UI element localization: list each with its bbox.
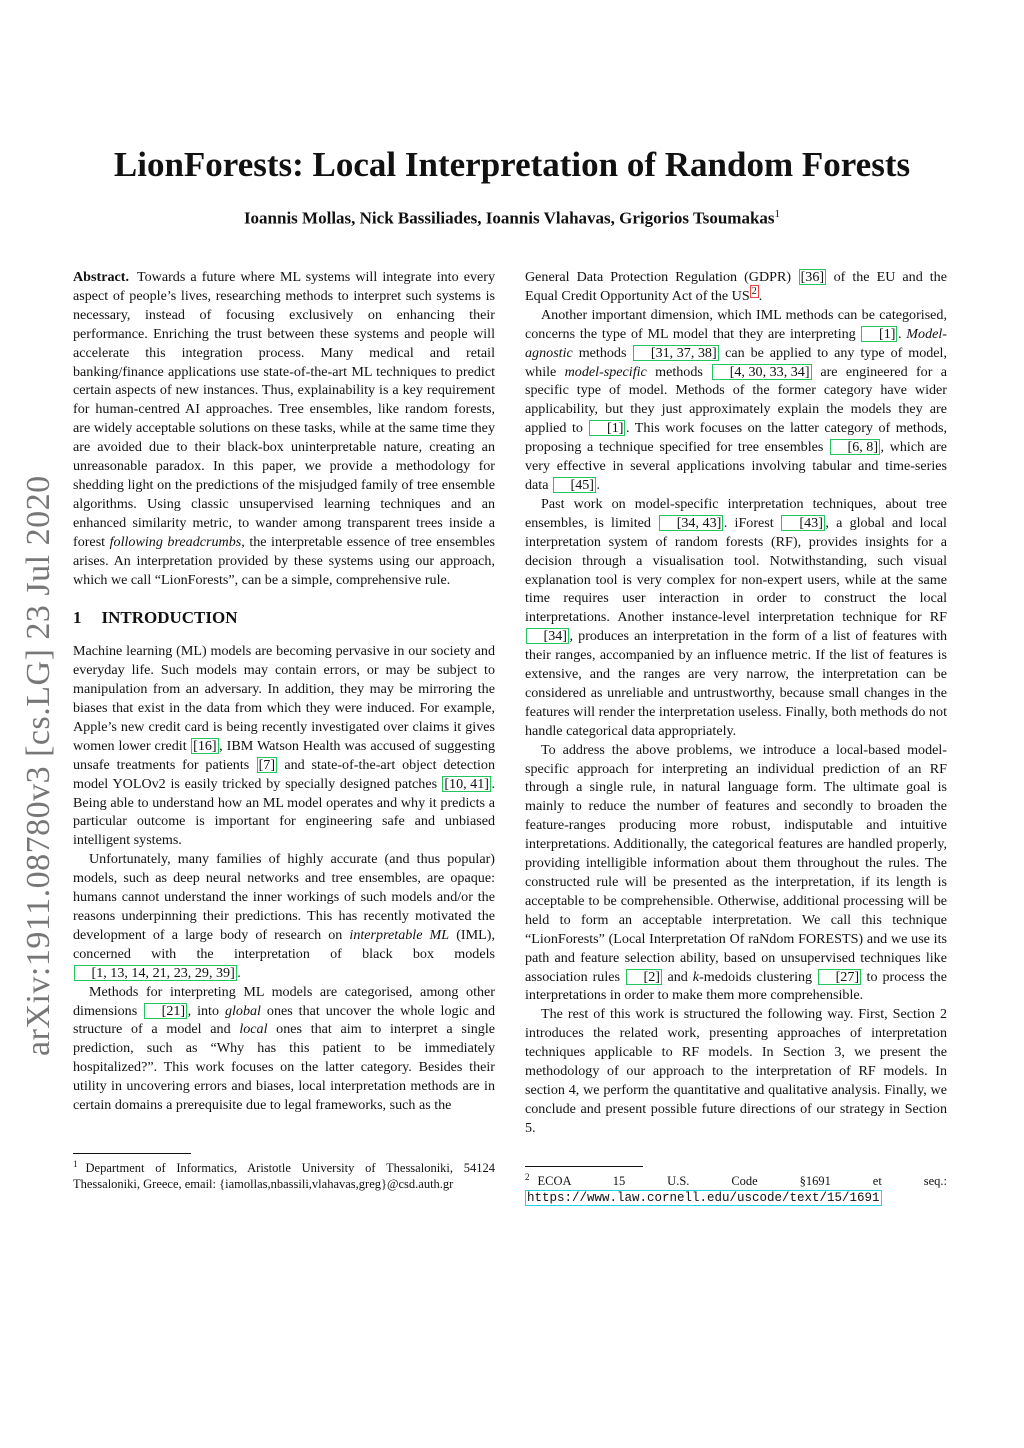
footnote-mark: 1 bbox=[73, 1159, 78, 1169]
abstract: Abstract. Towards a future where ML systems will integrate into every aspect of people’s lives, researching methods to interpret such systems is necessary, instead of focusing exclusively on enhancing their performance. Enriching the trust between these systems and people will accelerate this integration process. Many medical and retail banking/finance applications use state-of-the-art ML techniques to predict certain aspects of new instances. Thus, explainability is a key requirement for human-centred AI approaches. Tree ensembles, like random forests, are widely acceptable solutions on these tasks, while at the same time they are avoided due to their black-box uninterpretable nature, creating an unreasonable paradox. In this paper, we provide a methodology for shedding light on the predictions of the misjudged family of tree ensemble algorithms. Using classic unsupervised learning techniques and an enhanced similarity metric, to wander among transparent trees inside a forest following breadcrumbs, the interpretable essence of tree ensembles arises. An interpretation provided by these systems using our approach, which we call “LionForests”, can be a simple, comprehensive rule. bbox=[73, 269, 495, 588]
paper-title: LionForests: Local Interpretation of Random Forests bbox=[113, 145, 911, 184]
citation-link[interactable]: [1] bbox=[589, 420, 625, 436]
citation-link[interactable]: [31, 37, 38] bbox=[633, 345, 719, 361]
author-footnote-mark[interactable]: 1 bbox=[774, 208, 781, 220]
section-number: 1 bbox=[73, 608, 82, 628]
right-paragraph-1: General Data Protection Regulation (GDPR) [36] of the EU and the Equal Credit Opportunity Act of the US $^2$ . bbox=[525, 269, 947, 304]
right-paragraph-3: Past work on model-specific interpretation techniques, about tree ensembles, is limited [34, 43] . iForest [43] , a global and local interpretation system of random forests (RF), provides insights for a decision through a visualisation tool. Notwithstanding, such visual explanation tool is very complex for non-expert users, while at the same time requires user interaction in order to construct the local interpretations. Another instance-level interpretation technique for RF [34] , produces an interpretation in the form of a list of features with their ranges, accompanied by an influence metric. If the list of features is extensive, and the ranges are very narrow, the interpretation can be considered as unreliable and untrustworthy, because small changes in the features will render the interpretation useless. Finally, both methods do not handle categorical data appropriately. bbox=[525, 495, 947, 739]
left-column bbox=[73, 268, 495, 1115]
section-heading-introduction bbox=[73, 609, 495, 628]
right-paragraph-4: To address the above problems, we introduce a local-based model-specific approach for interpreting an individual prediction of an RF through a single rule, in natural language form. The ultimate goal is mainly to reduce the number of features and secondly to broaden the feature-ranges producing more robust, indisputable and intuitive interpretations. Additionally, the categorical features are handled properly, providing intelligible information about them throughout the rules. The constructed rule will be presented as the interpretation, if its length is acceptable to be comprehensible. Otherwise, additional processing will be held to form an acceptable interpretation. We call this technique “LionForests” (Local Interpretation Of raNdom FORESTS) and we use its path and feature selection ability, based on unsupervised techniques like association rules [2] and k-medoids clustering [27] to process the interpretations in order to make them more comprehensible. bbox=[525, 741, 947, 1004]
citation-link[interactable]: [27] bbox=[818, 969, 861, 985]
footnote-link[interactable]: 2 bbox=[751, 286, 757, 298]
citation-link[interactable]: [16] bbox=[193, 737, 217, 754]
citation-link[interactable]: [34, 43] bbox=[659, 515, 724, 531]
intro-paragraph-3: Methods for interpreting ML models are categorised, among other dimensions [21] , into global ones that uncover the whole logic and structure of a model and local ones that aim to interpret a single prediction, such as “Why has this patient to be immediately hospitalized?”. This work focuses on the latter category. Besides their utility in uncovering errors and biases, local interpretation methods are in certain domains a prerequisite due to legal frameworks, such as the bbox=[73, 983, 496, 1114]
right-paragraph-5: The rest of this work is structured the following way. First, Section 2 introduces the related work, presenting approaches of interpretation techniques applicable to RF models. In Section 3, we present the methodology of our approach to the interpretation of RF models. In section 4, we perform the quantitative and qualitative analysis. Finally, we conclude and present possible future directions of our strategy in Section 5. bbox=[525, 1006, 947, 1136]
intro-paragraph-2: Unfortunately, many families of highly accurate (and thus popular) models, such as deep neural networks and tree ensembles, are opaque: humans cannot understand the inner workings of such models and/or the reasons underpinning their predictions. This has recently motivated the development of a large body of research on interpretable ML (IML), concerned with the interpretation of black box models [1, 13, 14, 21, 23, 29, 39] . bbox=[73, 851, 495, 981]
arxiv-side-stamp: arXiv:1911.08780v3 [cs.LG] 23 Jul 2020 bbox=[20, 475, 57, 1056]
footnote-1: $^1$ Department of Informatics, Aristotle University of Thessaloniki, 54124 Thessaloniki, Greece, email: {iamollas,nbassili,vlahavas,greg}@csd.auth.gr bbox=[73, 1159, 495, 1191]
intro-paragraph-1: Machine learning (ML) models are becoming pervasive in our society and everyday life. Such models may contain errors, or may be subject to manipulation from an adversary. In addition, they may be mirroring the biases that exist in the data from which they were induced. For example, Apple’s new credit card is being recently investigated over claims it gives women lower credit [16] , IBM Watson Health was accused of suggesting unsafe treatments for patients [7] and state-of-the-art object detection model YOLOv2 is easily tricked by specially designed patches [10, 41] . Being able to understand how an ML model operates and why it predicts a particular outcome is important for engineering safe and unbiased intelligent systems. bbox=[73, 643, 495, 849]
citation-link[interactable]: [36] bbox=[800, 269, 825, 285]
footnote-url-link[interactable]: https://www.law.cornell.edu/uscode/text/15/1691 bbox=[527, 1190, 880, 1205]
author-list bbox=[0, 208, 1024, 229]
abstract-label: Abstract. bbox=[73, 269, 129, 285]
citation-link[interactable]: [6, 8] bbox=[830, 439, 881, 455]
citation-link[interactable]: [45] bbox=[553, 477, 596, 493]
citation-link[interactable]: [43] bbox=[781, 515, 824, 531]
footnote-mark: 2 bbox=[525, 1172, 530, 1182]
authors-text: Ioannis Mollas, Nick Bassiliades, Ioannis Vlahavas, Grigorios Tsoumakas bbox=[243, 208, 775, 228]
citation-link[interactable]: [1, 13, 14, 21, 23, 29, 39] bbox=[74, 965, 237, 981]
footnote-rule-left bbox=[73, 1153, 191, 1154]
section-title: INTRODUCTION bbox=[101, 608, 238, 628]
right-column bbox=[525, 268, 947, 1138]
citation-link[interactable]: [1] bbox=[861, 326, 897, 342]
footnote-2: $^2$ ECOA 15 U.S. Code §1691 et seq.: https://www.law.cornell.edu/uscode/text/15/1691 bbox=[525, 1172, 947, 1205]
citation-link[interactable]: [7] bbox=[258, 756, 276, 773]
footnote-rule-right bbox=[525, 1166, 643, 1167]
right-paragraph-2: Another important dimension, which IML methods can be categorised, concerns the type of ML model that they are interpreting [1] . Model-agnostic methods [31, 37, 38] can be applied to any type of model, while model-specific methods [4, 30, 33, 34] are engineered for a specific type of model. Methods of the former category have wider applicability, but they just approximately explain the models they are applied to [1] . This work focuses on the latter category of methods, proposing a technique specified for tree ensembles [6, 8] , which are very effective in several applications involving tabular and time-series data [45] . bbox=[525, 306, 947, 493]
citation-link[interactable]: [10, 41] bbox=[444, 775, 489, 792]
citation-link[interactable]: [21] bbox=[144, 1003, 187, 1019]
citation-link[interactable]: [34] bbox=[526, 628, 569, 644]
citation-link[interactable]: [4, 30, 33, 34] bbox=[712, 364, 812, 380]
citation-link[interactable]: [2] bbox=[626, 969, 662, 985]
